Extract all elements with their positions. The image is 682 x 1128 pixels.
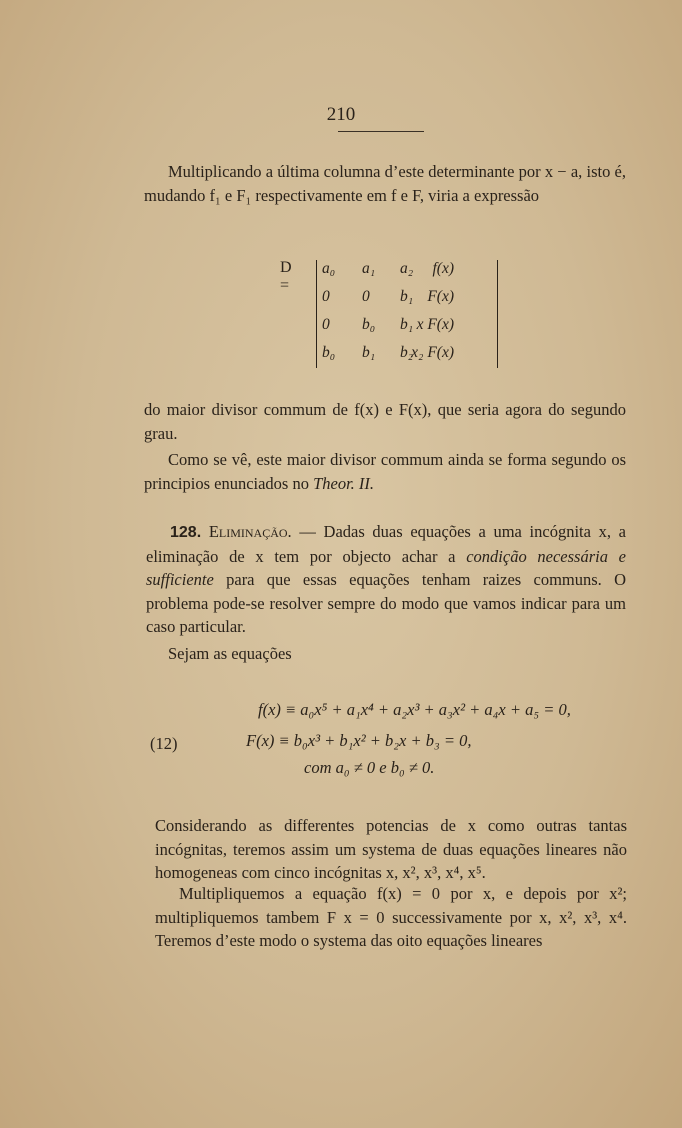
paragraph-6: Considerando as differentes potencias de x como outras tantas incógnitas, teremos assim um systema de duas equações lineares não homogeneas com cinco incógnitas x, x², x³, x⁴, x⁵. bbox=[155, 816, 627, 882]
det-cell: x₂ F(x) bbox=[411, 344, 454, 361]
det-cell: 0 bbox=[322, 288, 330, 305]
det-cell: b₂ bbox=[400, 344, 414, 361]
determinant-right-bar bbox=[497, 260, 498, 368]
det-cell: f(x) bbox=[432, 260, 454, 277]
header-rule bbox=[338, 131, 424, 132]
paragraph-5: Sejam as equações bbox=[168, 644, 292, 663]
paragraph-7: Multipliquemos a equação f(x) = 0 por x, e depois por x²; multipliquemos tambem F x = 0 successivamente por x, x², x³, x⁴. Teremos d’este modo o systema das oito equações lineares bbox=[155, 884, 627, 950]
det-cell: F(x) bbox=[427, 288, 454, 305]
section-128 bbox=[146, 520, 626, 639]
equation-2: F(x) ≡ b₀x³ + b₁x² + b₂x + b₃ = 0, bbox=[246, 731, 472, 750]
determinant-left-bar bbox=[316, 260, 317, 368]
section-emphasis: condição necessária e sufficiente bbox=[146, 546, 627, 589]
det-cell: b₀ bbox=[322, 344, 336, 361]
equation-number: (12) bbox=[150, 734, 178, 753]
det-cell: b₁ bbox=[400, 288, 414, 305]
section-number: 128. bbox=[170, 524, 202, 541]
det-cell: 0 bbox=[322, 316, 330, 333]
det-cell: a₀ bbox=[322, 260, 336, 277]
det-cell: a₂ bbox=[400, 260, 414, 277]
det-cell: x F(x) bbox=[416, 316, 454, 333]
determinant-label: D = bbox=[280, 259, 292, 294]
equation-1: f(x) ≡ a₀x⁵ + a₁x⁴ + a₂x³ + a₃x² + a₄x + a₅ = 0, bbox=[258, 700, 571, 719]
equation-condition: com a₀ ≠ 0 e b₀ ≠ 0. bbox=[304, 758, 435, 777]
paragraph-2: do maior divisor commum de f(x) e F(x), que seria agora do segundo grau. bbox=[144, 400, 626, 443]
paragraph-3 bbox=[144, 448, 626, 495]
det-cell: b₁ bbox=[362, 344, 376, 361]
det-cell: a₁ bbox=[362, 260, 376, 277]
theorem-reference: Theor. II. bbox=[313, 473, 375, 493]
section-text-b: para que essas equações tenham raizes communs. O problema pode-se resolver sempre do modo que vamos indicar para um caso particular. bbox=[146, 570, 626, 636]
paragraph-3-text: Como se vê, este maior divisor commum ainda se forma segundo os principios enunciados no bbox=[144, 450, 626, 493]
page-number: 210 bbox=[326, 104, 356, 125]
det-cell: 0 bbox=[362, 288, 370, 305]
section-title: Eliminação. bbox=[208, 522, 292, 541]
paragraph-1: Multiplicando a última columna d’este determinante por x − a, isto é, mudando f₁ e F₁ respectivamente em f e F, viria a expressão bbox=[144, 162, 626, 205]
section-text-a: — Dadas duas equações a uma incógnita x, a eliminação de x tem por objecto achar a bbox=[146, 522, 626, 566]
det-cell: b₀ bbox=[362, 316, 376, 333]
det-cell: b₁ bbox=[400, 316, 414, 333]
